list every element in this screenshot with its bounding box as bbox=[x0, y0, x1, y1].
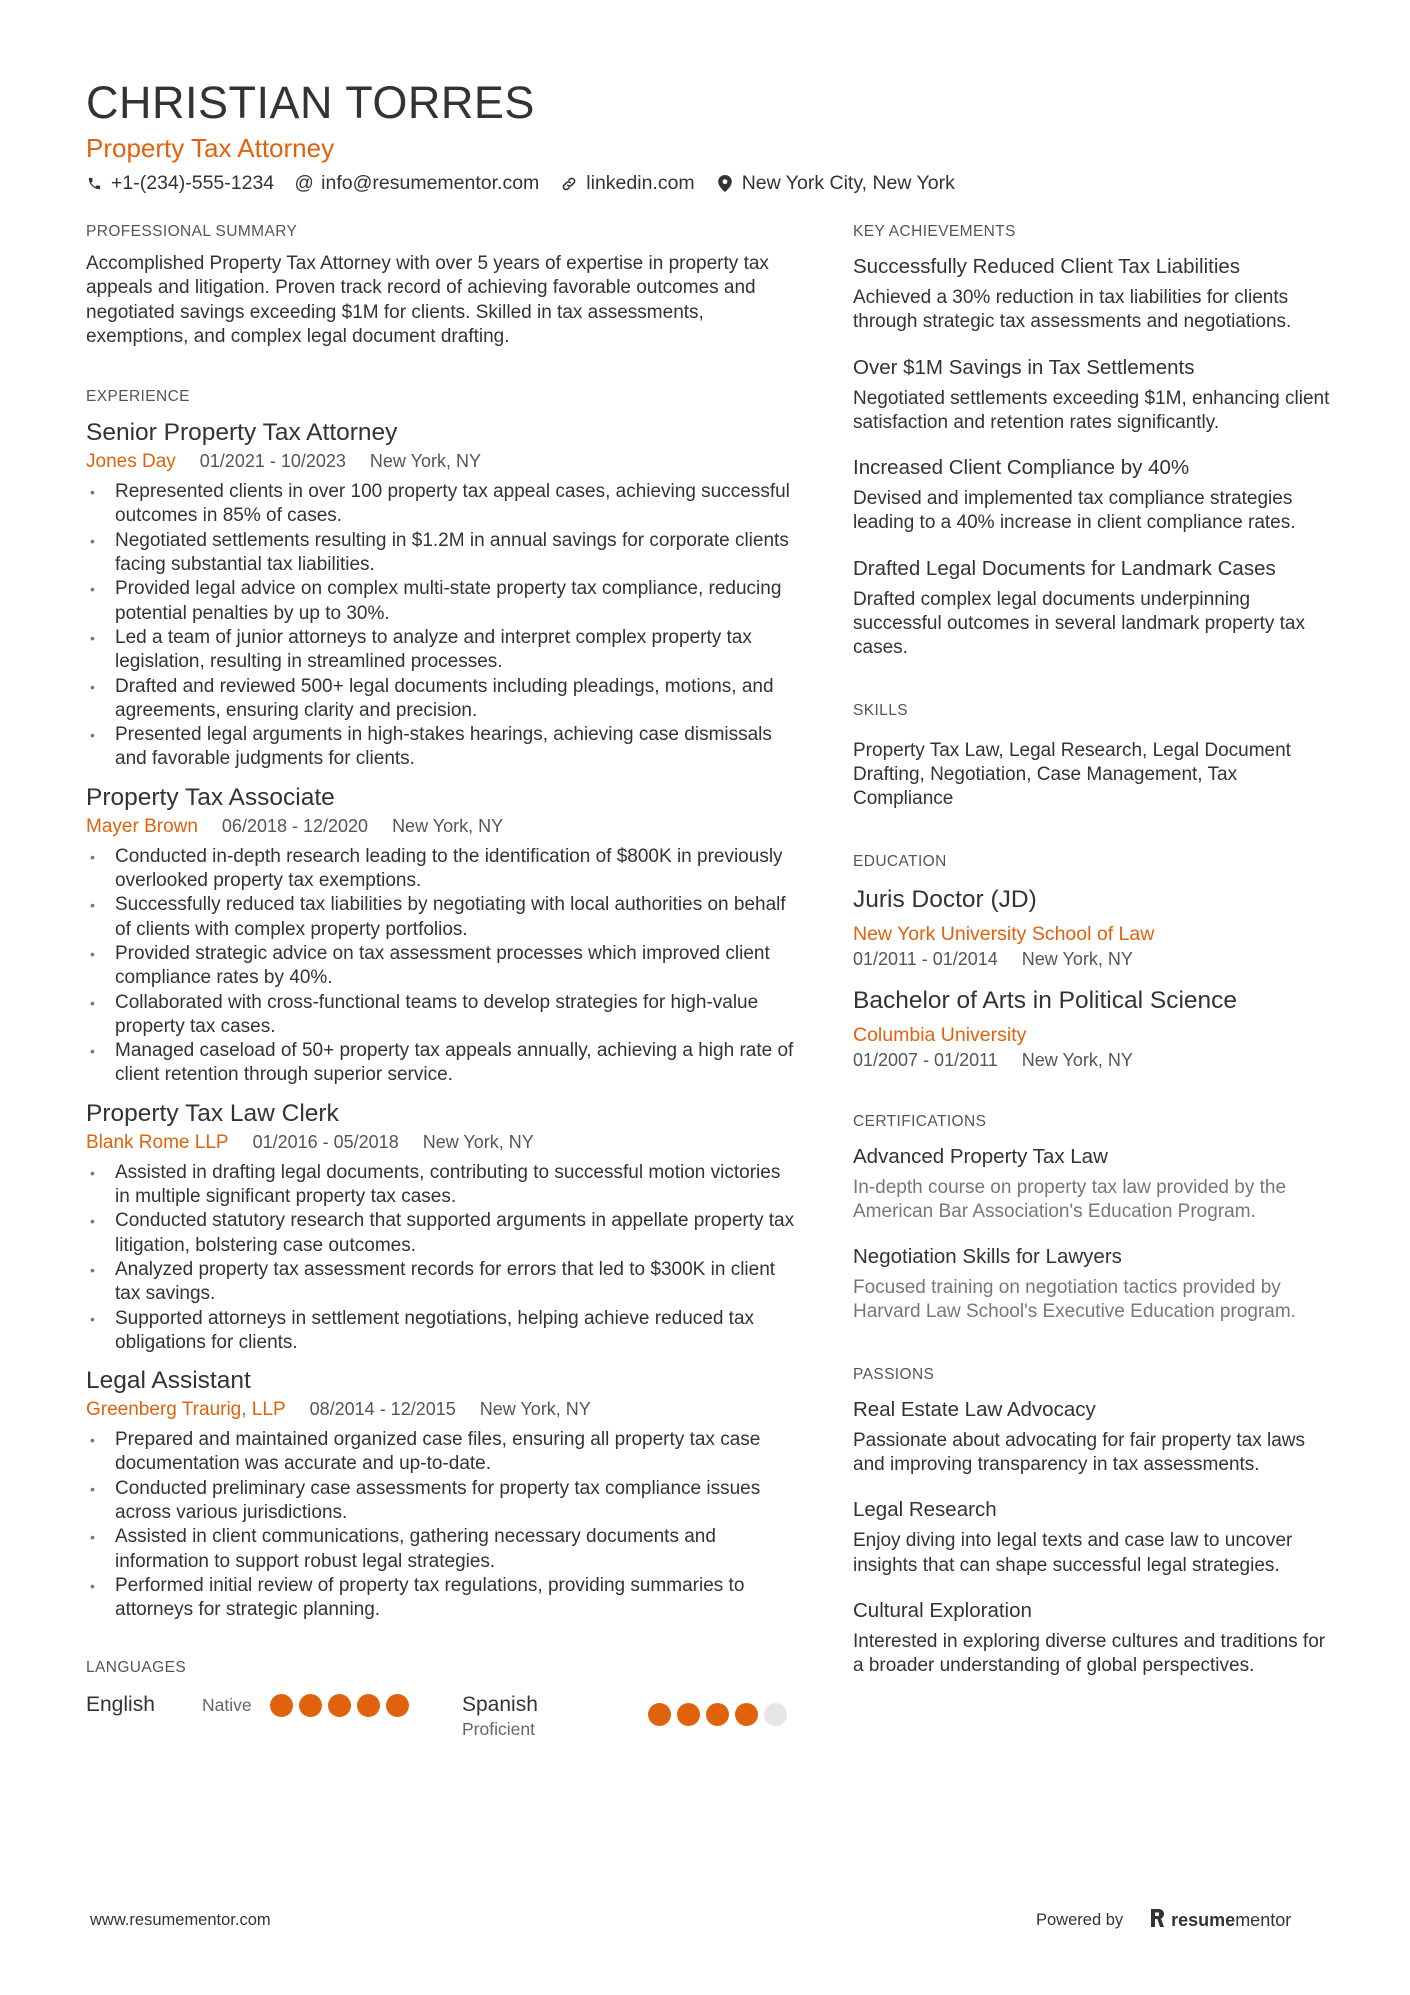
education-degree: Bachelor of Arts in Political Science bbox=[853, 986, 1238, 1014]
job-entry bbox=[86, 1365, 798, 1622]
candidate-name: CHRISTIAN TORRES bbox=[86, 77, 535, 128]
job-bullets bbox=[86, 480, 798, 772]
bullet-item: • Negotiated settlements resulting in $1.2M in annual savings for corporate clients facing substantial tax liabilities. bbox=[86, 529, 798, 578]
passion-desc: Enjoy diving into legal texts and case law to uncover insights that can shape successful legal strategies. bbox=[853, 1530, 1293, 1576]
job-meta bbox=[86, 1130, 798, 1155]
bullet-item: • Prepared and maintained organized case files, ensuring all property tax case documentation was accurate and up-to-date. bbox=[86, 1428, 798, 1477]
rating-dot-filled bbox=[328, 1694, 351, 1717]
bullet-item: • Represented clients in over 100 property tax appeal cases, achieving successful outcomes in 85% of cases. bbox=[86, 480, 798, 529]
bullet-item: • Assisted in client communications, gathering necessary documents and information to support robust legal strategies. bbox=[86, 1525, 798, 1574]
rating-dot-filled bbox=[706, 1703, 729, 1726]
powered-by-label: Powered by bbox=[1036, 1911, 1124, 1929]
bullet-item: • Presented legal arguments in high-stakes hearings, achieving case dismissals and favorable judgments for clients. bbox=[86, 723, 798, 772]
location-pin-icon bbox=[717, 176, 733, 192]
brand-name-bold: resume bbox=[1171, 1910, 1236, 1930]
job-entry bbox=[86, 782, 798, 1088]
language-name: English bbox=[86, 1693, 155, 1717]
passion-title: Legal Research bbox=[853, 1498, 997, 1522]
bullet-item: • Provided strategic advice on tax assessment processes which improved client compliance rates by 40%. bbox=[86, 942, 798, 991]
email-text: info@resumementor.com bbox=[321, 172, 540, 194]
company-name: Jones Day bbox=[86, 451, 176, 473]
language-label-group bbox=[462, 1692, 648, 1740]
certification-item bbox=[853, 1144, 1333, 1225]
certification-desc: In-depth course on property tax law provided by the American Bar Association's Education Program. bbox=[853, 1176, 1287, 1222]
brand-logo[interactable] bbox=[1149, 1908, 1291, 1933]
achievement-title: Successfully Reduced Client Tax Liabilities bbox=[853, 255, 1241, 278]
achievement-title: Increased Client Compliance by 40% bbox=[853, 456, 1190, 480]
languages-section bbox=[86, 1658, 798, 1740]
job-title: Senior Property Tax Attorney bbox=[86, 419, 398, 447]
experience-section bbox=[86, 387, 798, 1622]
section-title: PASSIONS bbox=[853, 1365, 935, 1383]
language-level: Proficient bbox=[462, 1719, 535, 1740]
company-name: Mayer Brown bbox=[86, 815, 198, 837]
education-item bbox=[853, 985, 1333, 1072]
job-bullets bbox=[86, 1428, 798, 1622]
section-title: LANGUAGES bbox=[86, 1659, 187, 1677]
job-dates: 01/2016 - 05/2018 bbox=[252, 1131, 399, 1152]
education-school: Columbia University bbox=[853, 1023, 1027, 1046]
rating-dot-filled bbox=[648, 1703, 671, 1726]
achievement-title: Over $1M Savings in Tax Settlements bbox=[853, 355, 1195, 379]
language-rating bbox=[270, 1694, 409, 1717]
job-entry bbox=[86, 1098, 798, 1355]
job-bullets bbox=[86, 1161, 798, 1355]
achievement-desc: Negotiated settlements exceeding $1M, enhancing client satisfaction and retention rates significantly. bbox=[853, 387, 1330, 433]
skills-text: Property Tax Law, Legal Research, Legal Document Drafting, Negotiation, Case Management, Tax Compliance bbox=[853, 739, 1291, 810]
achievement-item bbox=[853, 254, 1333, 335]
summary-text: Accomplished Property Tax Attorney with over 5 years of expertise in property tax appeals and litigation. Proven track record of achieving favorable outcomes and negotiated savings exceeding $1M for clients. Skilled in tax assessments, exemptions, and complex legal document drafting. bbox=[86, 253, 769, 347]
contact-linkedin[interactable] bbox=[561, 172, 694, 195]
passion-desc: Passionate about advocating for fair property tax laws and improving transparency in tax assessments. bbox=[853, 1429, 1306, 1476]
resume-header bbox=[86, 76, 1326, 195]
section-title: KEY ACHIEVEMENTS bbox=[853, 223, 1016, 240]
languages-list bbox=[86, 1692, 798, 1740]
passion-item bbox=[853, 1397, 1333, 1478]
language-name: Spanish bbox=[462, 1693, 538, 1717]
rating-dot-filled bbox=[270, 1694, 293, 1717]
certification-title: Advanced Property Tax Law bbox=[853, 1144, 1108, 1168]
bullet-item: • Successfully reduced tax liabilities by negotiating with local authorities on behalf of clients with complex property portfolios. bbox=[86, 893, 798, 942]
job-entry bbox=[86, 417, 798, 772]
company-name: Greenberg Traurig, LLP bbox=[86, 1399, 286, 1421]
education-item bbox=[853, 884, 1333, 971]
bullet-item: • Supported attorneys in settlement negotiations, helping achieve reduced tax obligations for clients. bbox=[86, 1307, 798, 1356]
summary-section bbox=[86, 222, 798, 349]
passion-title: Cultural Exploration bbox=[853, 1598, 1032, 1622]
achievements-section bbox=[853, 222, 1333, 661]
education-location: New York, NY bbox=[1021, 948, 1133, 969]
language-rating bbox=[648, 1703, 787, 1726]
brand-name-light: mentor bbox=[1235, 1910, 1292, 1930]
rating-dot-filled bbox=[357, 1694, 380, 1717]
bullet-item: • Conducted in-depth research leading to the identification of $800K in previously overlooked property tax exemptions. bbox=[86, 845, 798, 894]
passion-desc: Interested in exploring diverse cultures and traditions for a broader understanding of global perspectives. bbox=[853, 1630, 1326, 1677]
certification-item bbox=[853, 1244, 1333, 1325]
left-column bbox=[86, 222, 798, 1740]
contact-location bbox=[717, 172, 955, 195]
language-level: Native bbox=[202, 1695, 252, 1716]
job-location: New York, NY bbox=[392, 815, 504, 836]
footer-powered bbox=[1036, 1908, 1291, 1933]
brand-mark-icon bbox=[1149, 1908, 1165, 1933]
job-location: New York, NY bbox=[479, 1399, 591, 1420]
footer-website[interactable]: www.resumementor.com bbox=[90, 1911, 271, 1929]
section-title: EXPERIENCE bbox=[86, 388, 190, 406]
phone-icon bbox=[86, 176, 102, 192]
achievement-desc: Devised and implemented tax compliance strategies leading to a 40% increase in client compliance rates. bbox=[853, 488, 1296, 534]
bullet-item: • Led a team of junior attorneys to analyze and interpret complex property tax legislation, resulting in streamlined processes. bbox=[86, 626, 798, 675]
contact-bar bbox=[86, 172, 1326, 195]
passions-section bbox=[853, 1365, 1333, 1679]
job-dates: 01/2021 - 10/2023 bbox=[199, 451, 346, 472]
rating-dot-filled bbox=[299, 1694, 322, 1717]
bullet-item: • Analyzed property tax assessment records for errors that led to $300K in client tax savings. bbox=[86, 1258, 798, 1307]
bullet-item: • Performed initial review of property tax regulations, providing summaries to attorneys for strategic planning. bbox=[86, 1574, 798, 1623]
education-dates: 01/2007 - 01/2011 bbox=[853, 1049, 998, 1070]
section-title: SKILLS bbox=[853, 701, 908, 719]
skills-section bbox=[853, 701, 1333, 812]
job-meta bbox=[86, 449, 798, 474]
bullet-item: • Conducted preliminary case assessments for property tax compliance issues across various jurisdictions. bbox=[86, 1477, 798, 1526]
certification-title: Negotiation Skills for Lawyers bbox=[853, 1245, 1122, 1269]
achievement-item bbox=[853, 556, 1333, 661]
job-location: New York, NY bbox=[422, 1131, 534, 1152]
job-bullets bbox=[86, 845, 798, 1088]
certification-desc: Focused training on negotiation tactics provided by Harvard Law School's Executive Education program. bbox=[853, 1277, 1296, 1323]
education-degree: Juris Doctor (JD) bbox=[853, 885, 1037, 913]
job-location: New York, NY bbox=[369, 451, 481, 472]
section-title: PROFESSIONAL SUMMARY bbox=[86, 223, 298, 240]
contact-phone[interactable] bbox=[86, 172, 274, 195]
linkedin-text: linkedin.com bbox=[586, 172, 695, 194]
certifications-section bbox=[853, 1112, 1333, 1325]
contact-email[interactable] bbox=[296, 172, 539, 195]
passion-item bbox=[853, 1497, 1333, 1578]
language-item bbox=[86, 1692, 462, 1740]
achievement-desc: Achieved a 30% reduction in tax liabilities for clients through strategic tax assessments and negotiations. bbox=[853, 287, 1292, 333]
achievement-item bbox=[853, 355, 1333, 436]
bullet-item: • Managed caseload of 50+ property tax appeals annually, achieving a high rate of client retention through superior service. bbox=[86, 1039, 798, 1088]
education-school: New York University School of Law bbox=[853, 922, 1155, 945]
right-column bbox=[853, 222, 1333, 1719]
link-icon bbox=[561, 176, 577, 192]
job-title: Property Tax Associate bbox=[86, 783, 335, 811]
phone-text: +1-(234)-555-1234 bbox=[111, 172, 275, 194]
rating-dot-filled bbox=[735, 1703, 758, 1726]
bullet-item: • Assisted in drafting legal documents, contributing to successful motion victories in multiple significant property tax cases. bbox=[86, 1161, 798, 1210]
job-title: Property Tax Law Clerk bbox=[86, 1099, 339, 1127]
education-meta bbox=[853, 1048, 1333, 1072]
rating-dot-empty bbox=[764, 1703, 787, 1726]
passion-item bbox=[853, 1598, 1333, 1679]
rating-dot-filled bbox=[677, 1703, 700, 1726]
achievement-desc: Drafted complex legal documents underpinning successful outcomes in several landmark property tax cases. bbox=[853, 588, 1305, 659]
rating-dot-filled bbox=[386, 1694, 409, 1717]
company-name: Blank Rome LLP bbox=[86, 1131, 229, 1153]
job-dates: 06/2018 - 12/2020 bbox=[221, 815, 369, 836]
bullet-item: • Collaborated with cross-functional teams to develop strategies for high-value property tax cases. bbox=[86, 991, 798, 1040]
job-dates: 08/2014 - 12/2015 bbox=[309, 1399, 456, 1420]
section-title: EDUCATION bbox=[853, 852, 947, 870]
education-meta bbox=[853, 947, 1333, 971]
job-meta bbox=[86, 1397, 798, 1422]
job-meta bbox=[86, 814, 798, 839]
location-text: New York City, New York bbox=[741, 172, 955, 194]
language-item bbox=[462, 1692, 798, 1740]
achievement-item bbox=[853, 455, 1333, 536]
candidate-role: Property Tax Attorney bbox=[86, 133, 335, 163]
section-title: CERTIFICATIONS bbox=[853, 1112, 987, 1130]
bullet-item: • Provided legal advice on complex multi-state property tax compliance, reducing potential penalties by up to 30%. bbox=[86, 577, 798, 626]
bullet-item: • Conducted statutory research that supported arguments in appellate property tax litigation, bolstering case outcomes. bbox=[86, 1209, 798, 1258]
education-dates: 01/2011 - 01/2014 bbox=[853, 948, 998, 969]
education-section bbox=[853, 852, 1333, 1072]
passion-title: Real Estate Law Advocacy bbox=[853, 1397, 1096, 1421]
at-icon: @ bbox=[294, 172, 314, 194]
achievement-title: Drafted Legal Documents for Landmark Cases bbox=[853, 556, 1276, 580]
bullet-item: • Drafted and reviewed 500+ legal documents including pleadings, motions, and agreements, ensuring clarity and precision. bbox=[86, 675, 798, 724]
job-title: Legal Assistant bbox=[86, 1367, 251, 1395]
education-location: New York, NY bbox=[1021, 1049, 1133, 1070]
